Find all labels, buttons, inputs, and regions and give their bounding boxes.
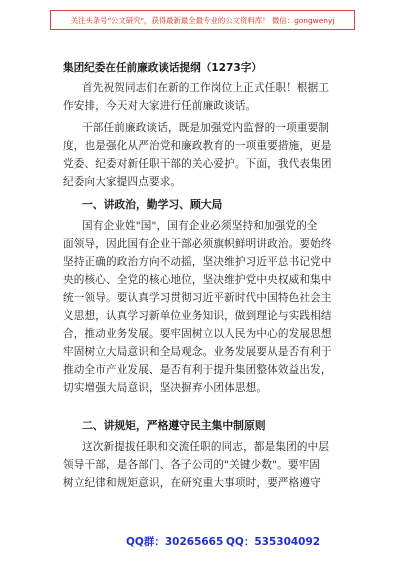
paragraph-line: 党委、纪委对新任职干部的关心爱护。下面，我代表集团	[63, 158, 332, 170]
paragraph-line: 这次新提拔任职和交流任职的同志，都是集团的中层	[82, 441, 330, 453]
paragraph-line: 切实增强大局意识，坚决摒弃小团体思想。	[63, 382, 268, 394]
paragraph-line: 首先祝贺同志们在新的工作岗位上正式任职！根据工	[82, 82, 330, 94]
paragraph-line: 树立纪律和规矩意识，在研究重大事项时，要严格遵守	[63, 477, 321, 489]
section-heading-1: 一、讲政治，勤学习、顾大局	[82, 198, 223, 211]
paragraph-line: 统一领导。要认真学习贯彻习近平新时代中国特色社会主	[63, 292, 332, 304]
paragraph-line: 纪委向大家提四点要求。	[63, 176, 182, 188]
paragraph-line: 干部任前廉政谈话，既是加强党内监督的一项重要制	[82, 122, 330, 134]
section-heading-2: 二、讲规矩，严格遵守民主集中制原则	[82, 419, 266, 432]
paragraph-line: 面领导，因此国有企业干部必须旗帜鲜明讲政治。要始终	[63, 238, 332, 250]
paragraph-line: 合，推动业务发展。要牢固树立以人民为中心的发展思想	[63, 328, 332, 340]
paragraph-line: 牢固树立大局意识和全局观念。业务发展要从是否有利于	[63, 346, 332, 358]
paragraph-line: 推动全市产业发展、是否有利于提升集团整体效益出发，	[63, 364, 332, 376]
footer-qq-group: QQ群：30265665	[126, 536, 224, 548]
paragraph-line: 坚持正确的政治方向不动摇，坚决维护习近平总书记党中	[63, 256, 332, 268]
paragraph-line: 领导干部，是各部门、各子公司的"关键少数"。要牢固	[63, 459, 321, 471]
document-title: 集团纪委在任前廉政谈话提纲（1273字）	[63, 62, 262, 74]
footer-qq-contact: QQ：535304092	[226, 536, 321, 548]
paragraph-line: 国有企业姓"国"，国有企业必须坚持和加强党的全	[82, 220, 318, 232]
paragraph-line: 作安排，今天对大家进行任前廉政谈话。	[63, 100, 257, 112]
top-banner: 关注头条号"公文研究"，获得最新最全最专业的公文资料库！ 微信：gongwenyj	[50, 10, 355, 30]
paragraph-line: 义思想，认真学习新单位业务知识，做到理论与实践相结	[63, 310, 332, 322]
paragraph-line: 度，也是强化从严治党和廉政教育的一项重要措施，更是	[63, 140, 332, 152]
paragraph-line: 央的核心、全党的核心地位，坚决维护党中央权威和集中	[63, 274, 332, 286]
